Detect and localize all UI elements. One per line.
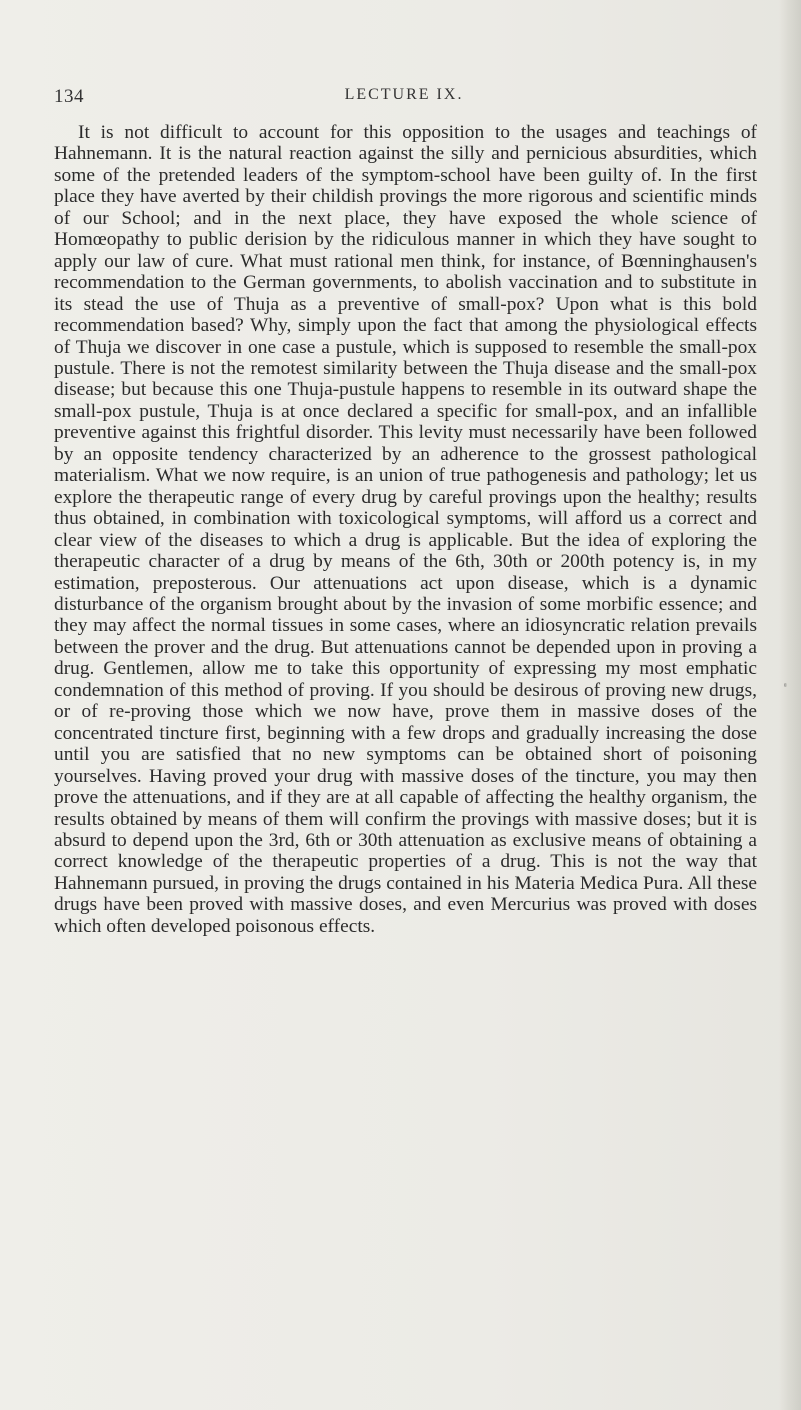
body-text <box>54 122 757 937</box>
running-head <box>54 86 754 110</box>
page-number: 134 <box>54 86 84 107</box>
lecture-title: LECTURE IX. <box>344 86 464 103</box>
page-edge <box>779 0 801 1410</box>
paragraph: It is not difficult to account for this opposition to the usages and teachings of Hahnemann. It is the natural reaction against the silly and pernicious absurdities, which some of the pretended leaders of the symptom-school have been guilty of. In the first place they have averted by their childish provings the more rigorous and scientific minds of our School; and in the next place, they have exposed the whole science of Homœopathy to public derision by the ridiculous manner in which they have sought to apply our law of cure. What must rational men think, for instance, of Bœnninghausen's recommendation to the German governments, to abolish vaccination and to substitute in its stead the use of Thuja as a preventive of small-pox? Upon what is this bold recommendation based? Why, simply upon the fact that among the physiological effects of Thuja we discover in one case a pustule, which is supposed to resemble the small-pox pustule. There is not the remotest similarity between the Thuja disease and the small-pox disease; but because this one Thuja-pustule happens to resemble in its outward shape the small-pox pustule, Thuja is at once declared a specific for small-pox, and an infallible preventive against this frightful disorder. This levity must necessarily have been followed by an opposite tendency characterized by an adherence to the grossest pathological materialism. What we now require, is an union of true pathogenesis and pathology; let us explore the therapeutic range of every drug by careful provings upon the healthy; results thus obtained, in combination with toxicological symptoms, will afford us a correct and clear view of the diseases to which a drug is applicable. But the idea of exploring the therapeutic character of a drug by means of the 6th, 30th or 200th potency is, in my estimation, preposterous. Our attenuations act upon disease, which is a dynamic disturbance of the organism brought about by the invasion of some morbific essence; and they may affect the normal tissues in some cases, where an idiosyncratic relation prevails between the prover and the drug. But attenuations cannot be depended upon in proving a drug. Gentlemen, allow me to take this opportunity of expressing my most emphatic condemnation of this method of proving. If you should be desirous of proving new drugs, or of re-proving those which we now have, prove them in massive doses of the concentrated tincture first, beginning with a few drops and gradually increasing the dose until you are satisfied that no new symptoms can be obtained short of poisoning yourselves. Having proved your drug with massive doses of the tincture, you may then prove the attenuations, and if they are at all capable of affecting the healthy organism, the results obtained by means of them will confirm the provings with massive doses; but it is absurd to depend upon the 3rd, 6th or 30th attenuation as exclusive means of obtaining a correct knowledge of the therapeutic properties of a drug. This is not the way that Hahnemann pursued, in proving the drugs contained in his Materia Medica Pura. All these drugs have been proved with massive doses, and even Mercurius was proved with doses which often developed poisonous effects. <box>54 122 757 937</box>
